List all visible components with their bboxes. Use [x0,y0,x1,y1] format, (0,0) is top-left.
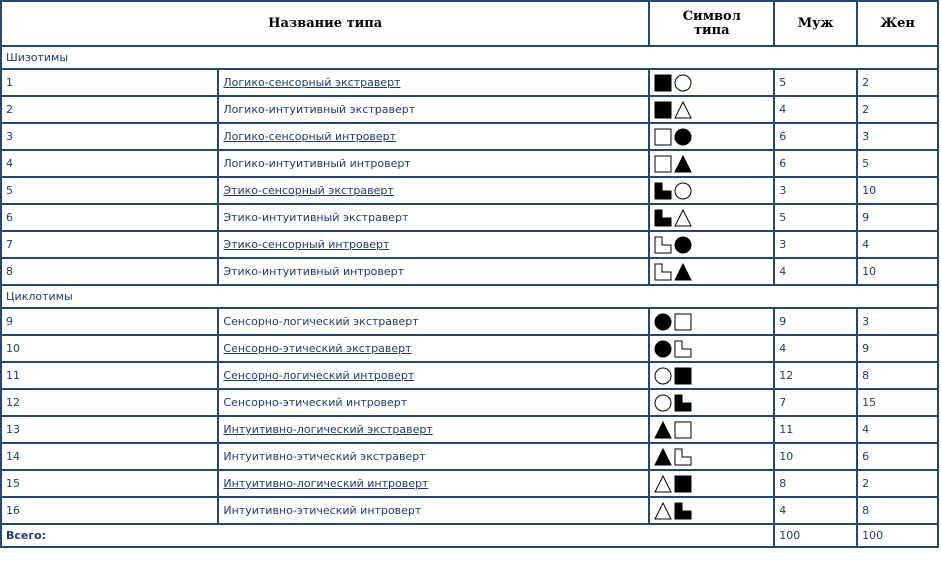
male-count: 10 [774,443,857,470]
row-number: 3 [1,123,218,150]
black-circle-icon [674,236,692,254]
white-l-shape-icon [674,340,692,358]
white-l-shape-icon [654,236,672,254]
type-name-cell [218,362,649,389]
female-count: 6 [857,443,938,470]
type-name-link[interactable]: Интуитивно-логический экстраверт [223,423,433,436]
table-row [1,177,938,204]
type-symbol [654,235,769,255]
white-triangle-icon [654,502,672,520]
type-symbol [654,312,769,332]
total-label: Всего: [1,524,774,547]
total-female: 100 [857,524,938,547]
type-symbol [654,154,769,174]
female-count: 8 [857,362,938,389]
type-name-cell [218,335,649,362]
table-row [1,231,938,258]
row-number: 4 [1,150,218,177]
type-symbol-cell [649,204,774,231]
type-symbol [654,73,769,93]
black-triangle-icon [674,263,692,281]
type-symbol [654,208,769,228]
table-row [1,443,938,470]
black-l-shape-icon [674,394,692,412]
row-number: 6 [1,204,218,231]
white-circle-icon [674,74,692,92]
type-name-text: Интуитивно-этический экстраверт [223,450,426,463]
type-name-cell [218,416,649,443]
male-count: 4 [774,335,857,362]
female-count: 9 [857,204,938,231]
table-row [1,335,938,362]
type-name-cell [218,177,649,204]
type-symbol-cell [649,362,774,389]
male-count: 9 [774,308,857,335]
row-number: 1 [1,69,218,96]
table-row [1,362,938,389]
type-name-link[interactable]: Логико-сенсорный экстраверт [223,76,401,89]
type-symbol [654,100,769,120]
row-number: 8 [1,258,218,285]
male-count: 7 [774,389,857,416]
row-number: 5 [1,177,218,204]
female-count: 3 [857,308,938,335]
type-name-text: Логико-интуитивный экстраверт [223,103,416,116]
row-number: 11 [1,362,218,389]
white-square-icon [674,313,692,331]
table-row [1,470,938,497]
row-number: 13 [1,416,218,443]
table-row [1,308,938,335]
female-count: 10 [857,177,938,204]
male-count: 4 [774,497,857,524]
type-symbol-cell [649,177,774,204]
type-name-link[interactable]: Сенсорно-этический экстраверт [223,342,412,355]
type-symbol [654,366,769,386]
male-count: 5 [774,69,857,96]
type-name-text: Сенсорно-этический интроверт [223,396,408,409]
male-count: 3 [774,177,857,204]
header-row [1,1,938,46]
female-count: 15 [857,389,938,416]
type-symbol-cell [649,335,774,362]
type-name-cell [218,69,649,96]
type-symbol [654,262,769,282]
type-symbol-cell [649,389,774,416]
male-count: 8 [774,470,857,497]
female-count: 9 [857,335,938,362]
type-name-cell [218,204,649,231]
type-name-link[interactable]: Этико-сенсорный интроверт [223,238,390,251]
total-row [1,524,938,547]
female-count: 5 [857,150,938,177]
type-symbol [654,420,769,440]
type-name-cell [218,389,649,416]
header-symbol-line1: Символ [682,8,741,24]
type-name-link[interactable]: Интуитивно-логический интроверт [223,477,429,490]
type-symbol-cell [649,497,774,524]
male-count: 5 [774,204,857,231]
black-triangle-icon [654,421,672,439]
header-type-name: Название типа [1,1,649,46]
type-name-cell [218,443,649,470]
row-number: 2 [1,96,218,123]
type-symbol-cell [649,150,774,177]
table-row [1,416,938,443]
white-triangle-icon [654,475,672,493]
total-male: 100 [774,524,857,547]
row-number: 12 [1,389,218,416]
table-body [1,46,938,524]
type-symbol-cell [649,308,774,335]
table-row [1,123,938,150]
type-symbol [654,339,769,359]
type-symbol-cell [649,470,774,497]
type-name-link[interactable]: Сенсорно-логический интроверт [223,369,415,382]
table-row [1,69,938,96]
type-name-cell [218,497,649,524]
type-symbol [654,501,769,521]
type-name-link[interactable]: Этико-сенсорный экстраверт [223,184,394,197]
black-square-icon [654,101,672,119]
type-name-text: Интуитивно-этический интроверт [223,504,422,517]
row-number: 14 [1,443,218,470]
type-name-cell [218,150,649,177]
type-name-cell [218,308,649,335]
black-square-icon [674,475,692,493]
white-l-shape-icon [654,263,672,281]
row-number: 9 [1,308,218,335]
black-l-shape-icon [654,182,672,200]
white-triangle-icon [674,209,692,227]
type-name-cell [218,96,649,123]
black-square-icon [654,74,672,92]
white-triangle-icon [674,101,692,119]
table-row [1,150,938,177]
male-count: 4 [774,96,857,123]
male-count: 11 [774,416,857,443]
male-count: 4 [774,258,857,285]
type-symbol-cell [649,443,774,470]
table-row [1,497,938,524]
white-circle-icon [674,182,692,200]
group-row [1,285,938,308]
type-symbol [654,474,769,494]
black-circle-icon [654,340,672,358]
black-l-shape-icon [654,209,672,227]
table-row [1,389,938,416]
type-symbol-cell [649,96,774,123]
type-name-text: Этико-интуитивный интроверт [223,265,405,278]
header-male: Муж [774,1,857,46]
black-circle-icon [654,313,672,331]
type-name-cell [218,123,649,150]
type-name-cell [218,470,649,497]
white-square-icon [654,155,672,173]
group-label: Шизотимы [1,46,938,69]
type-name-text: Сенсорно-логический экстраверт [223,315,419,328]
male-count: 6 [774,150,857,177]
group-row [1,46,938,69]
type-name-link[interactable]: Логико-сенсорный интроверт [223,130,397,143]
female-count: 10 [857,258,938,285]
row-number: 10 [1,335,218,362]
type-name-text: Этико-интуитивный экстраверт [223,211,409,224]
header-female: Жен [857,1,938,46]
white-square-icon [654,128,672,146]
female-count: 4 [857,231,938,258]
female-count: 2 [857,470,938,497]
white-square-icon [674,421,692,439]
type-name-text: Логико-интуитивный интроверт [223,157,411,170]
white-circle-icon [654,394,672,412]
type-symbol [654,447,769,467]
black-triangle-icon [654,448,672,466]
black-triangle-icon [674,155,692,173]
female-count: 4 [857,416,938,443]
table-row [1,96,938,123]
female-count: 2 [857,96,938,123]
type-symbol-cell [649,231,774,258]
black-circle-icon [674,128,692,146]
type-symbol [654,127,769,147]
male-count: 12 [774,362,857,389]
row-number: 7 [1,231,218,258]
white-circle-icon [654,367,672,385]
type-symbol-cell [649,258,774,285]
header-type-symbol [649,1,774,46]
type-symbol [654,393,769,413]
table-row [1,204,938,231]
female-count: 8 [857,497,938,524]
type-symbol-cell [649,416,774,443]
male-count: 6 [774,123,857,150]
type-name-cell [218,258,649,285]
row-number: 15 [1,470,218,497]
white-l-shape-icon [674,448,692,466]
type-name-cell [218,231,649,258]
table-row [1,258,938,285]
header-symbol-line2: типа [693,22,730,38]
female-count: 3 [857,123,938,150]
male-count: 3 [774,231,857,258]
row-number: 16 [1,497,218,524]
female-count: 2 [857,69,938,96]
black-l-shape-icon [674,502,692,520]
type-symbol-cell [649,69,774,96]
type-symbol-cell [649,123,774,150]
type-symbol [654,181,769,201]
black-square-icon [674,367,692,385]
group-label: Циклотимы [1,285,938,308]
